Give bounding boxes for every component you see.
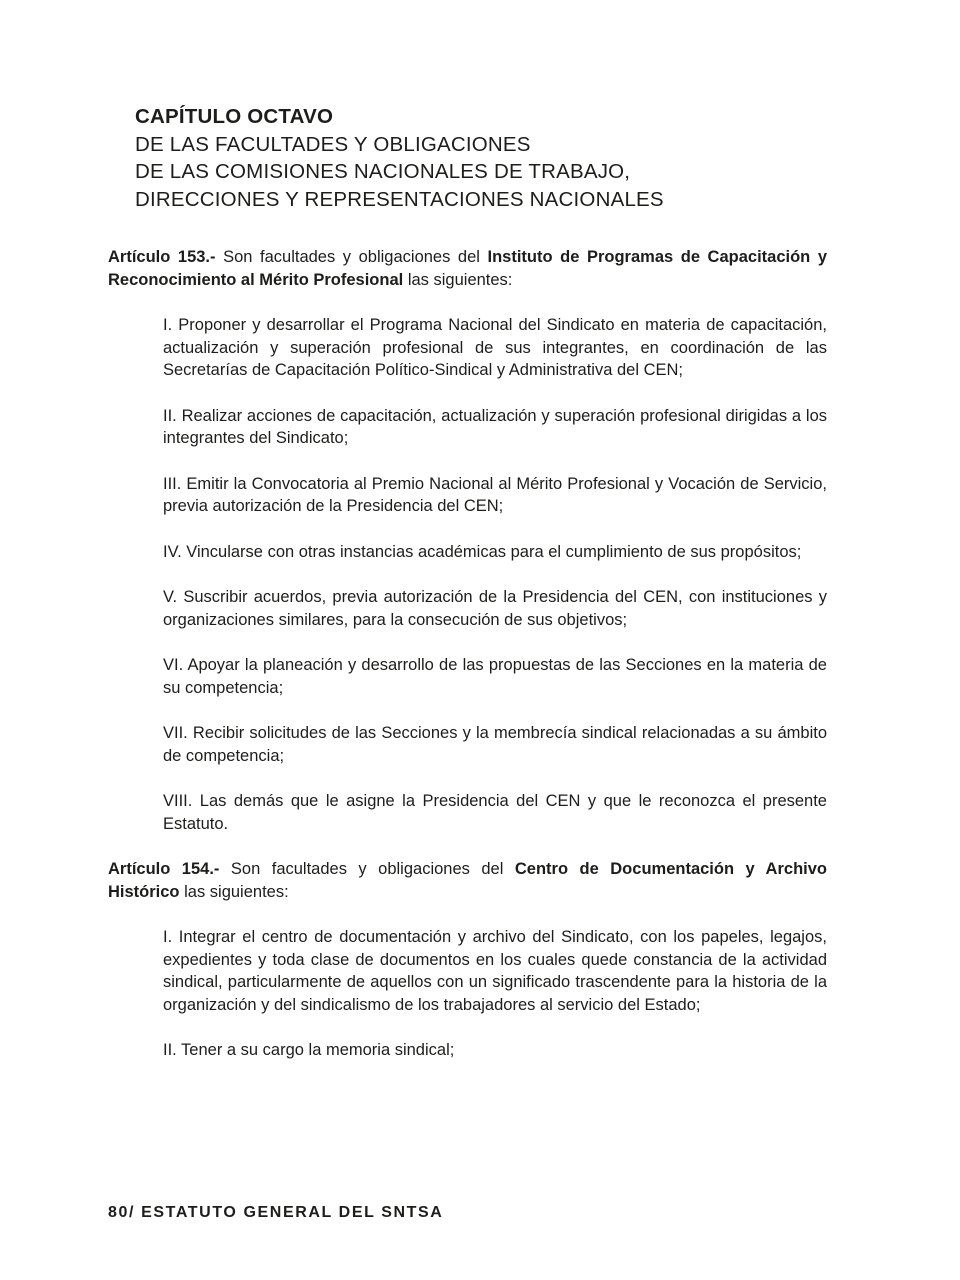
article-154	[108, 858, 827, 1062]
article-153-label: Artículo 153.-	[108, 248, 216, 266]
article-154-intro	[108, 858, 827, 903]
article-153	[108, 246, 827, 835]
article-153-item-7: VII. Recibir solicitudes de las Secciones y la membrecía sindical relacionadas a su ámbito de competencia;	[163, 724, 827, 765]
article-153-subject: Instituto de Programas de Capacitación y Reconocimiento al Mérito Profesional	[108, 248, 828, 289]
article-153-items	[163, 314, 827, 835]
chapter-subtitle-line-2: DE LAS COMISIONES NACIONALES DE TRABAJO,	[135, 160, 631, 183]
article-153-item-2: II. Realizar acciones de capacitación, actualización y superación profesional dirigidas a los integrantes del Sindicato;	[163, 406, 827, 447]
article-153-item-1: I. Proponer y desarrollar el Programa Nacional del Sindicato en materia de capacitación, actualización y superación profesional de sus integrantes, en coordinación de las Secretarías de Capacitación Político-Sindical y Administrativa del CEN;	[163, 316, 827, 379]
article-154-item-1: I. Integrar el centro de documentación y archivo del Sindicato, con los papeles, legajos, expedientes y toda clase de documentos en los cuales quede constancia de la actividad sindical, particularmente de aquellos con un significado trascendente para la historia de la organización y del sindicalismo de los trabajadores al servicio del Estado;	[163, 928, 827, 1014]
article-154-items	[163, 926, 827, 1062]
article-153-item-3: III. Emitir la Convocatoria al Premio Nacional al Mérito Profesional y Vocación de Servicio, previa autorización de la Presidencia del CEN;	[163, 474, 827, 515]
article-153-intro-tail: las siguientes:	[407, 270, 513, 289]
article-154-item-2: II. Tener a su cargo la memoria sindical;	[163, 1041, 455, 1059]
footer-separator: /	[129, 1204, 136, 1221]
page-footer	[108, 1204, 443, 1222]
chapter-subtitle-line-3: DIRECCIONES Y REPRESENTACIONES NACIONALES	[135, 187, 664, 211]
chapter-heading	[135, 103, 827, 213]
article-154-intro-tail: las siguientes:	[184, 882, 289, 901]
article-153-intro-text: Son facultades y obligaciones del	[223, 248, 480, 266]
article-154-label: Artículo 154.-	[108, 860, 220, 878]
article-153-item-5: V. Suscribir acuerdos, previa autorización de la Presidencia del CEN, con instituciones y organizaciones similares, para la consecución de sus objetivos;	[163, 588, 827, 629]
article-153-item-8: VIII. Las demás que le asigne la Presidencia del CEN y que le reconozca el presente Estatuto.	[163, 792, 827, 833]
footer-title: ESTATUTO GENERAL DEL SNTSA	[141, 1204, 444, 1221]
article-154-subject: Centro de Documentación y Archivo Histórico	[108, 860, 827, 901]
article-153-item-6: VI. Apoyar la planeación y desarrollo de las propuestas de las Secciones en la materia de su competencia;	[163, 656, 827, 697]
article-153-item-4: IV. Vincularse con otras instancias académicas para el cumplimiento de sus propósitos;	[163, 542, 802, 561]
chapter-subtitle-line-1: DE LAS FACULTADES Y OBLIGACIONES	[135, 132, 531, 156]
article-154-intro-text: Son facultades y obligaciones del	[230, 860, 504, 878]
article-153-intro	[108, 246, 827, 291]
chapter-title: CAPÍTULO OCTAVO	[135, 105, 334, 128]
page-number: 80	[108, 1204, 129, 1221]
